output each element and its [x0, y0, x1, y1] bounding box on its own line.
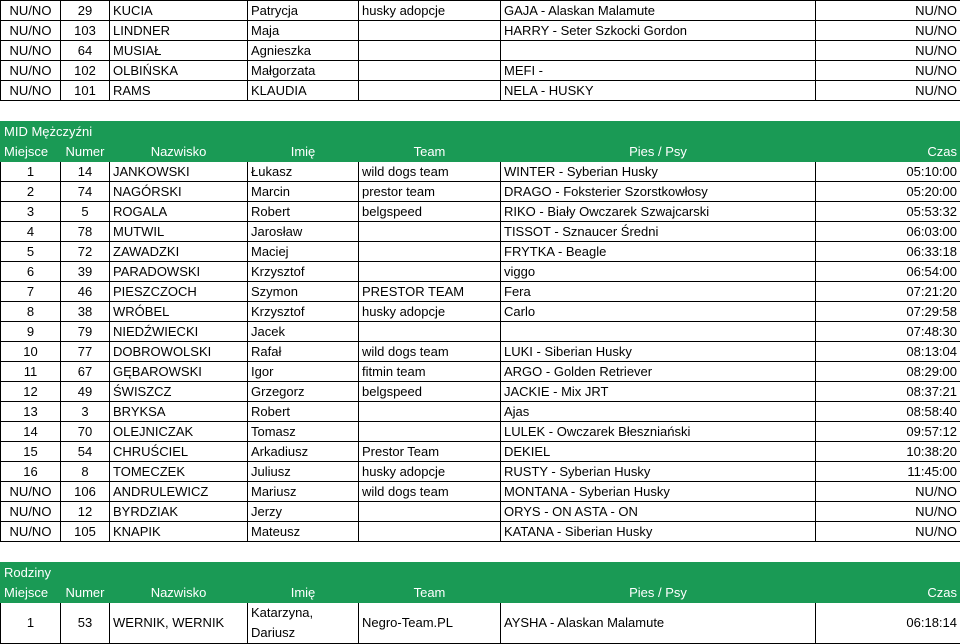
cell-surname: BYRDZIAK	[110, 502, 248, 522]
table-row	[1, 342, 960, 362]
cell-number: 101	[61, 81, 110, 101]
cell-team: belgspeed	[359, 382, 501, 402]
cell-name: Marcin	[248, 182, 359, 202]
cell-team	[359, 502, 501, 522]
cell-number: 102	[61, 61, 110, 81]
cell-team	[359, 322, 501, 342]
cell-dogs: JACKIE - Mix JRT	[501, 382, 816, 402]
cell-number: 12	[61, 502, 110, 522]
cell-surname: OLBIŃSKA	[110, 61, 248, 81]
cell-dogs: HARRY - Seter Szkocki Gordon	[501, 21, 816, 41]
cell-name: Małgorzata	[248, 61, 359, 81]
cell-surname: BRYKSA	[110, 402, 248, 422]
cell-name: Robert	[248, 402, 359, 422]
cell-time: 06:33:18	[816, 242, 960, 262]
cell-place: 12	[1, 382, 61, 402]
cell-time: 08:13:04	[816, 342, 960, 362]
cell-number: 38	[61, 302, 110, 322]
cell-number: 49	[61, 382, 110, 402]
cell-surname: MUSIAŁ	[110, 41, 248, 61]
families-section	[1, 563, 960, 644]
cell-dogs: DRAGO - Foksterier Szorstkowłosy	[501, 182, 816, 202]
cell-surname: ZAWADZKI	[110, 242, 248, 262]
cell-dogs: RIKO - Biały Owczarek Szwajcarski	[501, 202, 816, 222]
cell-surname: JANKOWSKI	[110, 162, 248, 182]
cell-place: 1	[1, 162, 61, 182]
cell-time: 05:10:00	[816, 162, 960, 182]
header-surname: Nazwisko	[110, 583, 248, 603]
cell-surname: ROGALA	[110, 202, 248, 222]
cell-surname: LINDNER	[110, 21, 248, 41]
cell-time: NU/NO	[816, 1, 960, 21]
cell-surname: PARADOWSKI	[110, 262, 248, 282]
cell-name: Rafał	[248, 342, 359, 362]
header-number: Numer	[61, 142, 110, 162]
cell-surname: DOBROWOLSKI	[110, 342, 248, 362]
cell-place: 5	[1, 242, 61, 262]
cell-number: 3	[61, 402, 110, 422]
cell-time: NU/NO	[816, 61, 960, 81]
cell-place: NU/NO	[1, 482, 61, 502]
table-row	[1, 282, 960, 302]
cell-team: PRESTOR TEAM	[359, 282, 501, 302]
table-row	[1, 41, 960, 61]
cell-number: 64	[61, 41, 110, 61]
cell-team: wild dogs team	[359, 482, 501, 502]
table-row	[1, 482, 960, 502]
cell-name: Maciej	[248, 242, 359, 262]
cell-number: 46	[61, 282, 110, 302]
cell-time: NU/NO	[816, 81, 960, 101]
cell-team	[359, 522, 501, 542]
section-title-row	[1, 122, 960, 142]
cell-number: 29	[61, 1, 110, 21]
section-title-row	[1, 563, 960, 583]
cell-surname: ŚWISZCZ	[110, 382, 248, 402]
previous-category-rows	[1, 1, 960, 101]
cell-number: 53	[61, 603, 110, 644]
header-place: Miejsce	[1, 583, 61, 603]
table-row	[1, 603, 960, 644]
cell-time: 06:18:14	[816, 603, 960, 644]
cell-number: 70	[61, 422, 110, 442]
cell-team: husky adopcje	[359, 302, 501, 322]
cell-time: 05:53:32	[816, 202, 960, 222]
table-row	[1, 222, 960, 242]
cell-time: 09:57:12	[816, 422, 960, 442]
header-team: Team	[359, 583, 501, 603]
cell-dogs: RUSTY - Syberian Husky	[501, 462, 816, 482]
cell-name: Igor	[248, 362, 359, 382]
cell-name: Arkadiusz	[248, 442, 359, 462]
header-dogs: Pies / Psy	[501, 583, 816, 603]
table-row	[1, 322, 960, 342]
cell-number: 5	[61, 202, 110, 222]
cell-place: NU/NO	[1, 502, 61, 522]
cell-place: 9	[1, 322, 61, 342]
cell-time: 10:38:20	[816, 442, 960, 462]
cell-dogs: KATANA - Siberian Husky	[501, 522, 816, 542]
cell-name: Juliusz	[248, 462, 359, 482]
cell-team: wild dogs team	[359, 162, 501, 182]
cell-team: wild dogs team	[359, 342, 501, 362]
cell-team: fitmin team	[359, 362, 501, 382]
cell-name: Krzysztof	[248, 302, 359, 322]
cell-surname: NAGÓRSKI	[110, 182, 248, 202]
table-row	[1, 262, 960, 282]
cell-dogs: DEKIEL	[501, 442, 816, 462]
cell-number: 103	[61, 21, 110, 41]
cell-name: Agnieszka	[248, 41, 359, 61]
cell-time: 06:03:00	[816, 222, 960, 242]
cell-time: NU/NO	[816, 522, 960, 542]
cell-surname: MUTWIL	[110, 222, 248, 242]
header-dogs: Pies / Psy	[501, 142, 816, 162]
section-title: Rodziny	[1, 563, 960, 583]
table-row	[1, 162, 960, 182]
cell-team: Negro-Team.PL	[359, 603, 501, 644]
cell-surname: KNAPIK	[110, 522, 248, 542]
cell-number: 67	[61, 362, 110, 382]
cell-dogs: MONTANA - Syberian Husky	[501, 482, 816, 502]
cell-time: 05:20:00	[816, 182, 960, 202]
cell-team	[359, 242, 501, 262]
cell-place: 8	[1, 302, 61, 322]
cell-team: husky adopcje	[359, 1, 501, 21]
table-row	[1, 442, 960, 462]
cell-time: NU/NO	[816, 502, 960, 522]
header-name: Imię	[248, 583, 359, 603]
header-team: Team	[359, 142, 501, 162]
cell-name: Łukasz	[248, 162, 359, 182]
cell-surname: WRÓBEL	[110, 302, 248, 322]
cell-team	[359, 402, 501, 422]
cell-time: 06:54:00	[816, 262, 960, 282]
cell-name: Grzegorz	[248, 382, 359, 402]
cell-team	[359, 262, 501, 282]
cell-time: 07:29:58	[816, 302, 960, 322]
cell-time: 08:29:00	[816, 362, 960, 382]
cell-team	[359, 81, 501, 101]
cell-place: 3	[1, 202, 61, 222]
mid-men-rows	[1, 162, 960, 542]
cell-time: 07:21:20	[816, 282, 960, 302]
header-place: Miejsce	[1, 142, 61, 162]
cell-surname: OLEJNICZAK	[110, 422, 248, 442]
cell-time: 11:45:00	[816, 462, 960, 482]
cell-name: Krzysztof	[248, 262, 359, 282]
mid-men-section	[1, 122, 960, 162]
table-row	[1, 502, 960, 522]
cell-time: 08:58:40	[816, 402, 960, 422]
cell-team: belgspeed	[359, 202, 501, 222]
header-time: Czas	[816, 583, 960, 603]
cell-team	[359, 41, 501, 61]
cell-team: husky adopcje	[359, 462, 501, 482]
cell-surname: CHRUŚCIEL	[110, 442, 248, 462]
cell-place: 4	[1, 222, 61, 242]
cell-place: 16	[1, 462, 61, 482]
cell-place: 14	[1, 422, 61, 442]
cell-surname: RAMS	[110, 81, 248, 101]
cell-dogs	[501, 322, 816, 342]
cell-number: 8	[61, 462, 110, 482]
cell-dogs: ARGO - Golden Retriever	[501, 362, 816, 382]
cell-name: Robert	[248, 202, 359, 222]
cell-dogs: NELA - HUSKY	[501, 81, 816, 101]
cell-time: 07:48:30	[816, 322, 960, 342]
cell-name: Jarosław	[248, 222, 359, 242]
gap-1	[1, 101, 960, 122]
cell-dogs: LUKI - Siberian Husky	[501, 342, 816, 362]
cell-name: Mariusz	[248, 482, 359, 502]
cell-dogs: WINTER - Syberian Husky	[501, 162, 816, 182]
cell-name: Tomasz	[248, 422, 359, 442]
cell-name: Jerzy	[248, 502, 359, 522]
cell-dogs: FRYTKA - Beagle	[501, 242, 816, 262]
cell-dogs: AYSHA - Alaskan Malamute	[501, 603, 816, 644]
cell-place: NU/NO	[1, 41, 61, 61]
cell-team	[359, 21, 501, 41]
cell-time: 08:37:21	[816, 382, 960, 402]
cell-place: 15	[1, 442, 61, 462]
cell-dogs: LULEK - Owczarek Błeszniański	[501, 422, 816, 442]
cell-dogs: viggo	[501, 262, 816, 282]
header-time: Czas	[816, 142, 960, 162]
table-row	[1, 302, 960, 322]
cell-number: 72	[61, 242, 110, 262]
cell-team	[359, 222, 501, 242]
header-name: Imię	[248, 142, 359, 162]
header-row	[1, 583, 960, 603]
cell-surname: WERNIK, WERNIK	[110, 603, 248, 644]
cell-place: 10	[1, 342, 61, 362]
cell-name: Katarzyna, Dariusz	[248, 603, 359, 644]
cell-time: NU/NO	[816, 41, 960, 61]
cell-dogs: Fera	[501, 282, 816, 302]
cell-number: 78	[61, 222, 110, 242]
cell-dogs: Carlo	[501, 302, 816, 322]
cell-place: NU/NO	[1, 1, 61, 21]
header-number: Numer	[61, 583, 110, 603]
cell-dogs: GAJA - Alaskan Malamute	[501, 1, 816, 21]
cell-place: NU/NO	[1, 81, 61, 101]
cell-place: NU/NO	[1, 522, 61, 542]
cell-place: 2	[1, 182, 61, 202]
cell-place: 6	[1, 262, 61, 282]
cell-surname: PIESZCZOCH	[110, 282, 248, 302]
cell-name: KLAUDIA	[248, 81, 359, 101]
cell-name: Szymon	[248, 282, 359, 302]
cell-number: 54	[61, 442, 110, 462]
cell-team: Prestor Team	[359, 442, 501, 462]
table-row	[1, 61, 960, 81]
table-row	[1, 422, 960, 442]
table-row	[1, 362, 960, 382]
section-title: MID Mężczyźni	[1, 122, 960, 142]
table-row	[1, 1, 960, 21]
cell-number: 74	[61, 182, 110, 202]
cell-place: NU/NO	[1, 21, 61, 41]
table-row	[1, 402, 960, 422]
cell-number: 79	[61, 322, 110, 342]
table-row	[1, 462, 960, 482]
cell-name: Mateusz	[248, 522, 359, 542]
table-row	[1, 21, 960, 41]
cell-team	[359, 61, 501, 81]
gap-2	[1, 542, 960, 563]
cell-place: 7	[1, 282, 61, 302]
cell-time: NU/NO	[816, 21, 960, 41]
cell-surname: ANDRULEWICZ	[110, 482, 248, 502]
cell-surname: TOMECZEK	[110, 462, 248, 482]
cell-number: 105	[61, 522, 110, 542]
table-row	[1, 182, 960, 202]
cell-team: prestor team	[359, 182, 501, 202]
cell-time: NU/NO	[816, 482, 960, 502]
cell-dogs: ORYS - ON ASTA - ON	[501, 502, 816, 522]
table-row	[1, 202, 960, 222]
cell-dogs: MEFI -	[501, 61, 816, 81]
cell-number: 39	[61, 262, 110, 282]
table-row	[1, 382, 960, 402]
cell-surname: NIEDŹWIECKI	[110, 322, 248, 342]
cell-dogs: TISSOT - Sznaucer Średni	[501, 222, 816, 242]
cell-name: Jacek	[248, 322, 359, 342]
cell-place: 13	[1, 402, 61, 422]
table-row	[1, 242, 960, 262]
cell-place: NU/NO	[1, 61, 61, 81]
table-row	[1, 522, 960, 542]
cell-surname: KUCIA	[110, 1, 248, 21]
cell-dogs: Ajas	[501, 402, 816, 422]
cell-team	[359, 422, 501, 442]
cell-number: 77	[61, 342, 110, 362]
cell-place: 11	[1, 362, 61, 382]
cell-name: Maja	[248, 21, 359, 41]
cell-name: Patrycja	[248, 1, 359, 21]
cell-place: 1	[1, 603, 61, 644]
cell-number: 14	[61, 162, 110, 182]
header-surname: Nazwisko	[110, 142, 248, 162]
header-row	[1, 142, 960, 162]
table-row	[1, 81, 960, 101]
cell-dogs	[501, 41, 816, 61]
cell-surname: GĘBAROWSKI	[110, 362, 248, 382]
cell-number: 106	[61, 482, 110, 502]
